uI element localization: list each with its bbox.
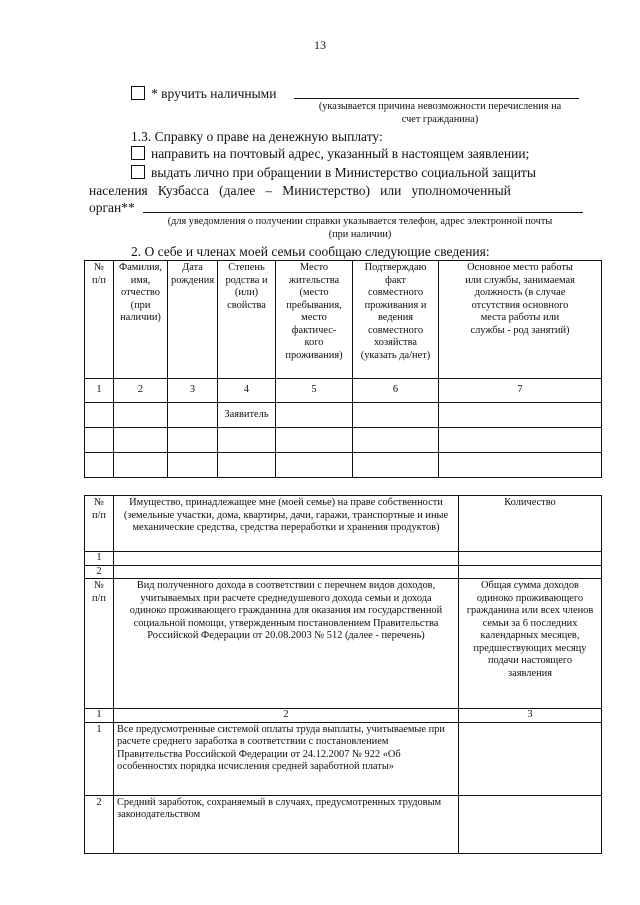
family-row-applicant [85,403,602,428]
property-col-quantity: Количество [459,496,602,552]
family-num-cell: 4 [218,379,276,403]
income-num-cell: 1 [85,709,114,723]
property-col-num: № п/п [85,496,114,552]
in-person-line3: орган** [89,200,135,215]
income-num-cell: 3 [459,709,602,723]
table-cell[interactable] [85,428,114,453]
family-row [85,453,602,478]
table-cell[interactable] [85,453,114,478]
family-header-row [85,261,602,379]
property-header-row [85,496,602,552]
income-row-num: 2 [85,795,114,853]
table-cell[interactable] [114,565,459,579]
in-person-label: выдать лично при обращении в Министерство социальной защиты [151,165,536,180]
cash-label: * вручить наличными [151,86,277,101]
income-row-text: Все предусмотренные системой оплаты труда выплаты, учитываемые при расчете среднего заработка в соответствии с постановлением Правительства Российской Федерации от 24.12.2007 № 922 «Об особенностях порядка исчисления средней заработной платы» [114,722,459,795]
table-cell[interactable] [459,565,602,579]
property-row [85,565,602,579]
mail-option [131,146,529,162]
cash-reason-line[interactable] [294,98,579,99]
income-col-sum: Общая сумма доходов одиноко проживающего гражданина или всех членов семьи за 6 последних календарных месяцев, предшествующих месяцу подачи настоящего заявления [459,579,602,709]
property-row [85,552,602,566]
property-row-num: 2 [85,565,114,579]
in-person-option [131,165,536,181]
table-cell[interactable] [276,403,353,428]
family-num-cell: 2 [114,379,168,403]
family-num-cell: 1 [85,379,114,403]
income-numbers-row [85,709,602,723]
table-cell[interactable] [114,453,168,478]
organ-line[interactable] [143,212,583,213]
property-row-num: 1 [85,552,114,566]
applicant-cell: Заявитель [218,403,276,428]
income-col-type: Вид полученного дохода в соответствии с перечнем видов доходов, учитываемых при расчете среднедушевого дохода семьи и дохода одиноко проживающего гражданина для оказания им государственной социальной помощи, утвержденным постановлением Правительства Российской Федерации от 20.08.2003 № 512 (далее - перечень) [114,579,459,709]
mail-label: направить на почтовый адрес, указанный в настоящем заявлении; [151,146,530,161]
family-col-num: № п/п [85,261,114,379]
income-num-cell: 2 [114,709,459,723]
cash-note [290,101,590,126]
family-col-name: Фамилия, имя, отчество (при наличии) [114,261,168,379]
table-cell[interactable] [218,453,276,478]
income-row [85,795,602,853]
family-col-residence: Место жительства (место пребывания, место фактичес- кого проживания) [276,261,353,379]
table-cell[interactable] [276,428,353,453]
property-col-description: Имущество, принадлежащее мне (моей семье) на праве собственности (земельные участки, дома, квартиры, дачи, гаражи, транспортные и иные механические средства, средства переработки и хранения продуктов) [114,496,459,552]
family-table [84,260,602,478]
table-cell[interactable] [353,453,439,478]
table-cell[interactable] [168,453,218,478]
income-header-row [85,579,602,709]
family-col-relation: Степень родства и (или) свойства [218,261,276,379]
section-1-3-note-line2: (при наличии) [328,228,392,240]
family-num-cell: 3 [168,379,218,403]
cash-option [131,86,276,102]
section-1-3-note-line1: (для уведомления о получении справки указывается телефон, адрес электронной почты [167,216,553,227]
in-person-line2: населения Кузбасса (далее – Министерство) или уполномоченный [89,183,511,198]
family-num-cell: 7 [439,379,602,403]
income-col-num: № п/п [85,579,114,709]
table-cell[interactable] [353,428,439,453]
table-cell[interactable] [276,453,353,478]
table-cell[interactable] [459,552,602,566]
family-num-cell: 6 [353,379,439,403]
table-cell[interactable] [114,403,168,428]
cash-note-line1: (указывается причина невозможности перечисления на [318,101,562,112]
page-number: 13 [314,38,326,52]
section-2-title: 2. О себе и членах моей семьи сообщаю следующие сведения: [131,244,490,259]
income-row-sum[interactable] [459,795,602,853]
family-col-work: Основное место работы или службы, занимаемая должность (в случае отсутствия основного места работы или службы - род занятий) [439,261,602,379]
family-col-birthdate: Дата рождения [168,261,218,379]
cash-checkbox[interactable] [131,86,145,100]
family-row [85,428,602,453]
table-cell[interactable] [168,403,218,428]
table-cell[interactable] [218,428,276,453]
family-numbers-row [85,379,602,403]
section-1-3-title: 1.3. Справку о праве на денежную выплату: [131,129,383,144]
table-cell[interactable] [353,403,439,428]
table-cell[interactable] [114,428,168,453]
income-row-text: Средний заработок, сохраняемый в случаях, предусмотренных трудовым законодательством [114,795,459,853]
table-cell[interactable] [439,403,602,428]
cash-note-line2: счет гражданина) [401,113,479,125]
family-num-cell: 5 [276,379,353,403]
table-cell[interactable] [85,403,114,428]
in-person-checkbox[interactable] [131,165,145,179]
income-row-sum[interactable] [459,722,602,795]
family-col-cohabitation: Подтверждаю факт совместного проживания и ведения совместного хозяйства (указать да/нет) [353,261,439,379]
income-row [85,722,602,795]
mail-checkbox[interactable] [131,146,145,160]
income-row-num: 1 [85,722,114,795]
table-cell[interactable] [439,428,602,453]
section-1-3-note [120,216,600,241]
table-cell[interactable] [114,552,459,566]
table-cell[interactable] [168,428,218,453]
property-income-table [84,495,602,854]
table-cell[interactable] [439,453,602,478]
